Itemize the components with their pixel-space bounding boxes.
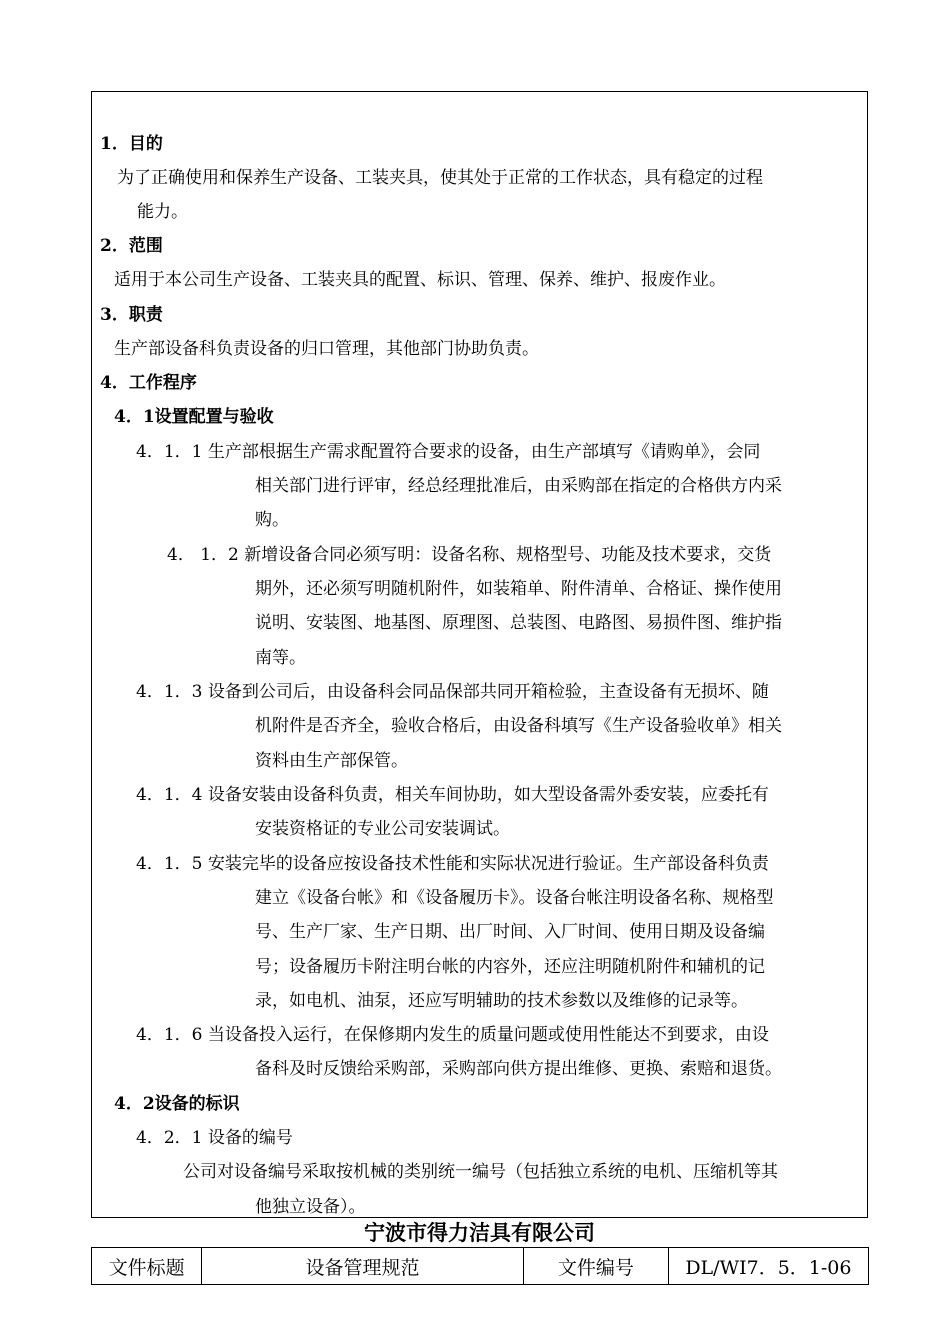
item-4-2-1-text-cont: 他独立设备）。 — [255, 1197, 366, 1217]
item-4-1-5: 4．1．5 安装完毕的设备应按设备技术性能和实际状况进行验证。生产部设备科负责 — [136, 854, 769, 874]
item-4-1-2-cont: 期外，还必须写明随机附件，如装箱单、附件清单、合格证、操作使用 — [255, 579, 782, 599]
document-frame — [91, 91, 868, 1218]
section-3-text: 生产部设备科负责设备的归口管理，其他部门协助负责。 — [114, 339, 539, 359]
item-4-1-2-cont: 说明、安装图、地基图、原理图、总装图、电路图、易损件图、维护指 — [255, 613, 782, 633]
section-1-title: 1．目的 — [100, 134, 163, 154]
item-4-2-1: 4．2．1 设备的编号 — [136, 1128, 293, 1148]
item-4-1-6: 4．1．6 当设备投入运行，在保修期内发生的质量问题或使用性能达不到要求，由设 — [136, 1025, 769, 1045]
item-4-1-5-cont: 号、生产厂家、生产日期、出厂时间、入厂时间、使用日期及设备编 — [255, 922, 765, 942]
item-4-2-1-text: 公司对设备编号采取按机械的类别统一编号（包括独立系统的电机、压缩机等其 — [183, 1162, 778, 1182]
item-4-1-5-cont: 号；设备履历卡附注明台帐的内容外，还应注明随机附件和辅机的记 — [255, 957, 765, 977]
item-4-1-3-cont: 机附件是否齐全，验收合格后，由设备科填写《生产设备验收单》相关 — [255, 716, 782, 736]
item-4-1-4-cont: 安装资格证的专业公司安装调试。 — [255, 819, 510, 839]
doc-title-value: 设备管理规范 — [202, 1248, 524, 1285]
item-4-1-3-cont: 资料由生产部保管。 — [255, 751, 408, 771]
item-4-1-4: 4．1．4 设备安装由设备科负责，相关车间协助，如大型设备需外委安装，应委托有 — [136, 785, 769, 805]
item-4-1-5-cont: 建立《设备台帐》和《设备履历卡》。设备台帐注明设备名称、规格型 — [255, 888, 774, 908]
item-4-1-3: 4．1．3 设备到公司后，由设备科会同品保部共同开箱检验，主查设备有无损坏、随 — [136, 682, 769, 702]
item-4-1-2-cont: 南等。 — [255, 648, 306, 668]
subsection-4-1-title: 4．1设置配置与验收 — [114, 407, 274, 427]
item-4-1-5-cont: 录，如电机、油泵，还应写明辅助的技术参数以及维修的记录等。 — [255, 991, 748, 1011]
item-4-1-2: 4． 1．2 新增设备合同必须写明：设备名称、规格型号、功能及技术要求，交货 — [167, 545, 772, 565]
section-2-text: 适用于本公司生产设备、工装夹具的配置、标识、管理、保养、维护、报废作业。 — [114, 270, 726, 290]
footer-table — [91, 1247, 869, 1285]
section-1-text: 为了正确使用和保养生产设备、工装夹具，使其处于正常的工作状态，具有稳定的过程 — [117, 168, 763, 188]
section-3-title: 3．职责 — [100, 305, 163, 325]
item-4-1-6-cont: 备科及时反馈给采购部，采购部向供方提出维修、更换、索赔和退货。 — [255, 1059, 782, 1079]
section-1-text-cont: 能力。 — [137, 202, 188, 222]
doc-title-label: 文件标题 — [92, 1248, 202, 1285]
item-4-1-1: 4．1．1 生产部根据生产需求配置符合要求的设备，由生产部填写《请购单》，会同 — [136, 442, 761, 462]
item-4-1-1-cont: 相关部门进行评审，经总经理批准后，由采购部在指定的合格供方内采 — [255, 476, 782, 496]
section-4-title: 4．工作程序 — [100, 373, 197, 393]
doc-number-value: DL/WI7．5．1-06 — [668, 1248, 868, 1285]
section-2-title: 2．范围 — [100, 236, 163, 256]
subsection-4-2-title: 4．2设备的标识 — [114, 1094, 240, 1114]
item-4-1-1-cont: 购。 — [255, 510, 289, 530]
doc-number-label: 文件编号 — [523, 1248, 668, 1285]
company-name: 宁波市得力洁具有限公司 — [364, 1220, 595, 1245]
